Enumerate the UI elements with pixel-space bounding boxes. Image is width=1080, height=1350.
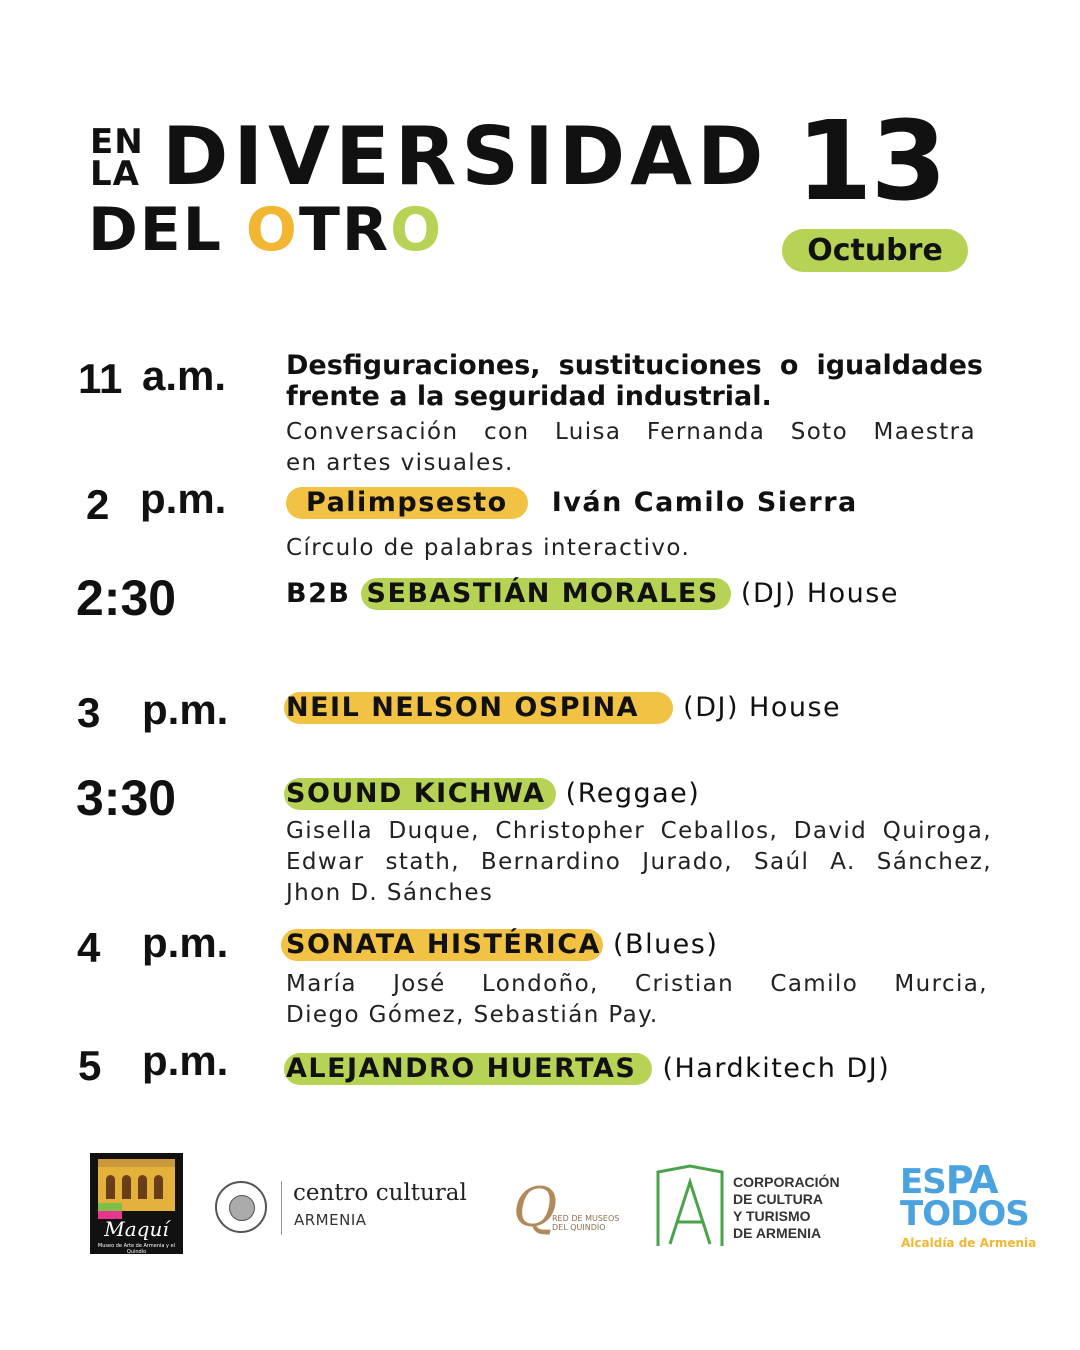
event-alejandro-row — [284, 1051, 890, 1087]
corp-line3: Y TURISMO — [733, 1208, 811, 1224]
sonata-genre: (Blues) — [613, 929, 719, 960]
time-4-hour: 4 — [77, 924, 101, 971]
time-5-hour: 5 — [78, 1042, 102, 1089]
museum-roof-icon — [98, 1159, 175, 1167]
corporacion-a-icon — [654, 1164, 726, 1248]
event-neil-row — [284, 690, 841, 726]
talk-title-line1: Desfiguraciones, sustituciones o igualdades — [286, 350, 983, 381]
event-sonata-row — [281, 927, 718, 963]
time-2-suffix: p.m. — [140, 475, 227, 522]
alejandro-genre: (Hardkitech DJ) — [662, 1053, 891, 1084]
kichwa-pill: SOUND KICHWA — [284, 778, 556, 810]
neil-pill: NEIL NELSON OSPINA — [284, 692, 673, 724]
red-museos-text: RED DE MUSEOS DEL QUINDÍO — [552, 1214, 620, 1232]
b2b-label: B2B — [286, 578, 351, 609]
seal-portrait-icon — [229, 1195, 255, 1221]
header-diversidad: DIVERSIDAD — [162, 110, 769, 203]
kichwa-members — [286, 816, 992, 909]
museum-window-icon — [138, 1175, 147, 1199]
event-day: 13 — [796, 97, 946, 225]
espa-es: ES — [900, 1162, 946, 1202]
palimpsesto-description: Círculo de palabras interactivo. — [286, 535, 691, 561]
alejandro-pill: ALEJANDRO HUERTAS — [284, 1053, 652, 1085]
header-o-yellow: O — [245, 195, 299, 265]
espa-line2: TODOS — [900, 1194, 1029, 1234]
time-4-suffix: p.m. — [142, 919, 229, 966]
museum-window-icon — [122, 1175, 131, 1199]
corp-line4: DE ARMENIA — [733, 1225, 822, 1241]
header-en: EN — [90, 122, 144, 162]
talk-desc-line1: Conversación con Luisa Fernanda Soto Maestra — [286, 419, 976, 445]
event-palimpsesto-row — [286, 485, 858, 521]
maqui-logo-name: Maquí — [104, 1217, 169, 1241]
corporacion-text — [733, 1174, 840, 1242]
logo-divider — [281, 1181, 282, 1235]
kichwa-members-line2: Edwar stath, Bernardino Jurado, Saúl A. Sánchez, — [286, 849, 992, 875]
time-3-suffix: p.m. — [142, 686, 229, 733]
centro-cultural-city: ARMENIA — [294, 1211, 367, 1229]
maqui-museum-logo — [90, 1153, 183, 1254]
sonata-members — [286, 969, 988, 1031]
header-del: DEL — [88, 195, 246, 265]
espa-pa: PA — [945, 1158, 998, 1202]
time-230: 2:30 — [76, 570, 177, 626]
espa-todos-logo — [900, 1158, 1029, 1234]
museum-window-icon — [154, 1175, 163, 1199]
corp-line1: CORPORACIÓN — [733, 1174, 840, 1190]
palimpsesto-artist: Iván Camilo Sierra — [551, 487, 858, 518]
header-o-green: O — [390, 195, 444, 265]
talk-description — [286, 417, 976, 479]
kichwa-members-line3: Jhon D. Sánches — [286, 880, 494, 906]
event-sebastian-row — [286, 576, 899, 612]
header-del-otro — [88, 192, 443, 268]
espa-line1 — [900, 1158, 1029, 1202]
sebastian-genre: (DJ) House — [740, 578, 899, 609]
sonata-pill: SONATA HISTÉRICA — [281, 929, 603, 961]
corp-line2: DE CULTURA — [733, 1191, 823, 1207]
event-month-badge: Octubre — [782, 229, 968, 272]
event-kichwa-row — [284, 776, 700, 812]
talk-title-line2: frente a la seguridad industrial. — [286, 381, 772, 412]
time-3-hour: 3 — [77, 689, 101, 736]
sebastian-pill: SEBASTIÁN MORALES — [361, 578, 731, 610]
time-11-suffix: a.m. — [142, 352, 227, 399]
talk-desc-line2: en artes visuales. — [286, 450, 514, 476]
museum-window-icon — [106, 1175, 115, 1199]
sonata-members-line1: María José Londoño, Cristian Camilo Murcia, — [286, 971, 988, 997]
header-la: LA — [90, 154, 140, 194]
neil-genre: (DJ) House — [683, 692, 842, 723]
time-5-suffix: p.m. — [142, 1037, 229, 1084]
header-en-la — [90, 122, 144, 194]
kichwa-members-line1: Gisella Duque, Christopher Ceballos, David Quiroga, — [286, 818, 992, 844]
sonata-members-line2: Diego Gómez, Sebastián Pay. — [286, 1002, 659, 1028]
time-11-hour: 11 — [78, 355, 123, 402]
talk-title — [286, 350, 983, 412]
palimpsesto-pill: Palimpsesto — [286, 487, 528, 519]
red-museos-q-icon: Q — [513, 1176, 558, 1239]
header-tr: TR — [298, 195, 391, 265]
time-330: 3:30 — [76, 770, 177, 826]
maqui-logo-subtitle: Museo de Arte de Armenia y el Quindío — [97, 1243, 176, 1255]
banco-republica-seal-icon — [215, 1181, 267, 1233]
centro-cultural-name: centro cultural — [293, 1180, 467, 1206]
time-2-hour: 2 — [86, 481, 110, 528]
alcaldia-text: Alcaldía de Armenia — [901, 1236, 1037, 1250]
kichwa-genre: (Reggae) — [565, 778, 701, 809]
